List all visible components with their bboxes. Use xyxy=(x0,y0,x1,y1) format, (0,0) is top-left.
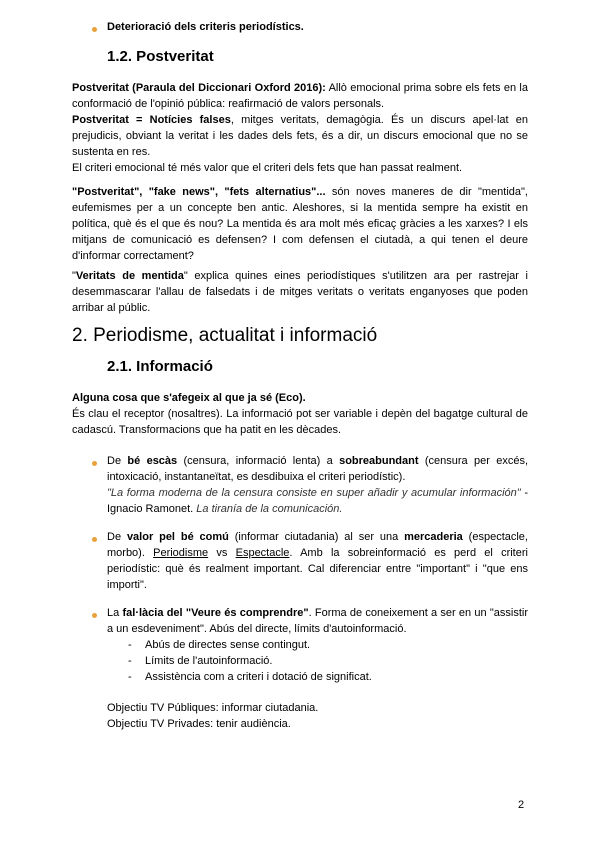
underlined-term: Periodisme xyxy=(153,547,209,559)
bullet-dot-icon xyxy=(92,613,97,618)
postveritat-definition xyxy=(72,80,528,112)
eco-text: És clau el receptor (nosaltres). La informació pot ser variable i depèn del bagatge cultural de cadascú. Transformacions que ha patit en les dècades. xyxy=(72,408,528,436)
quote-mark: " xyxy=(72,270,76,282)
underlined-term: Espectacle xyxy=(235,547,290,559)
bullet-text: vs xyxy=(208,547,236,559)
bullet-term: fal·làcia del "Veure és comprendre" xyxy=(122,607,309,619)
book-title: La tiranía de la comunicación. xyxy=(196,503,343,515)
eco-title: Alguna cosa que s'afegeix al que ja sé (Eco). xyxy=(72,392,306,404)
definition-term: Postveritat (Paraula del Diccionari Oxford 2016): xyxy=(72,82,326,94)
dash-marker: - xyxy=(128,655,132,667)
bullet-term: sobreabundant xyxy=(339,455,419,467)
bullet-text: (censura, informació lenta) a xyxy=(177,455,340,467)
bullet-text: . Amb la sobreinformació es perd el criteri periodístic: què és realment important. Cal diferenciar entre "important" i "que ens importi". xyxy=(107,547,528,591)
bullet-text: La xyxy=(107,607,123,619)
dash-marker: - xyxy=(128,671,132,683)
definition-text: , mitges veritats, demagògia. És un discurs apel·lat en prejudicis, obviant la veritat i les dades dels fets, és a dir, un discurs emocional que no se sustenta en res. xyxy=(72,114,528,158)
objectiu-tv-privades: Objectiu TV Privades: tenir audiència. xyxy=(107,718,291,730)
paragraph-text: " explica quines eines periodístiques s'utilitzen ara per rastrejar i desemmascarar l'allau de falsedats i de mitges veritats o veritats enganyoses que poden arribar al públic. xyxy=(72,270,528,314)
quote-author: - Ignacio Ramonet. xyxy=(107,487,528,515)
dash-marker: - xyxy=(128,639,132,651)
heading-postveritat: 1.2. Postveritat xyxy=(107,48,214,65)
bullet-escas xyxy=(107,453,528,517)
criteri-emocional: El criteri emocional té més valor que el criteri dels fets que han passat realment. xyxy=(72,162,463,174)
bullet-term: bé escàs xyxy=(127,455,178,467)
ramonet-quote: "La forma moderna de la censura consiste en super añadir y acumular información" xyxy=(107,487,521,499)
bullet-text: . Forma de coneixement a ser en un "assistir a un esdeveniment". Abús del directe, límits d'autoinformació. xyxy=(107,607,528,635)
paragraph-term: Veritats de mentida xyxy=(75,270,184,282)
top-bullet-text: Deterioració dels criteris periodístics. xyxy=(107,21,304,33)
heading-informacio: 2.1. Informació xyxy=(107,358,213,375)
bullet-text: (espectacle, morbo). xyxy=(107,531,528,559)
paragraph-veritats-de-mentida xyxy=(72,268,528,316)
bullet-text: (informar ciutadania) al ser una xyxy=(228,531,405,543)
dash-item: Assistència com a criteri i dotació de significat. xyxy=(145,671,372,683)
dash-item: Abús de directes sense contingut. xyxy=(145,639,311,651)
bullet-dot-icon xyxy=(92,537,97,542)
bullet-text: De xyxy=(107,531,127,543)
heading-section-2: 2. Periodisme, actualitat i informació xyxy=(72,325,378,346)
bullet-valor-be-comu xyxy=(107,529,528,593)
bullet-dot-icon xyxy=(92,27,97,32)
bullet-veure-es-comprendre xyxy=(107,605,528,637)
bullet-text: De xyxy=(107,455,128,467)
definition-text: Allò emocional prima sobre els fets en la conformació de l'opinió pública: reafirmació de valors personals. xyxy=(72,82,528,110)
objectiu-tv-publiques: Objectiu TV Públiques: informar ciutadania. xyxy=(107,702,319,714)
bullet-term: mercaderia xyxy=(404,531,463,543)
bullet-term: valor pel bé comú xyxy=(126,531,229,543)
page-number: 2 xyxy=(518,799,525,811)
paragraph-postveritat xyxy=(72,184,528,264)
definition-term: Postveritat = Notícies falses xyxy=(72,114,231,126)
bullet-dot-icon xyxy=(92,461,97,466)
dash-item: Límits de l'autoinformació. xyxy=(145,655,273,667)
paragraph-text: són noves maneres de dir "mentida", eufemismes per a un concepte ben antic. Aleshores, si la mentida sempre ha existit en política, què és el que és nou? La mentida és ara molt més eficaç gràcies a les xarxes? I els mitjans de comunicació es defensen? I com defensen el ciutadà, a qui tenen el deure d'informar correctament? xyxy=(72,186,528,262)
noticies-falses-definition xyxy=(72,112,528,160)
paragraph-term: "Postveritat", "fake news", "fets alternatius"... xyxy=(72,186,326,198)
definitions-block xyxy=(72,80,528,176)
bullet-text: (censura per excés, intoxicació, instantaneïtat, es desdibuixa el criteri periodístic). xyxy=(107,455,529,483)
